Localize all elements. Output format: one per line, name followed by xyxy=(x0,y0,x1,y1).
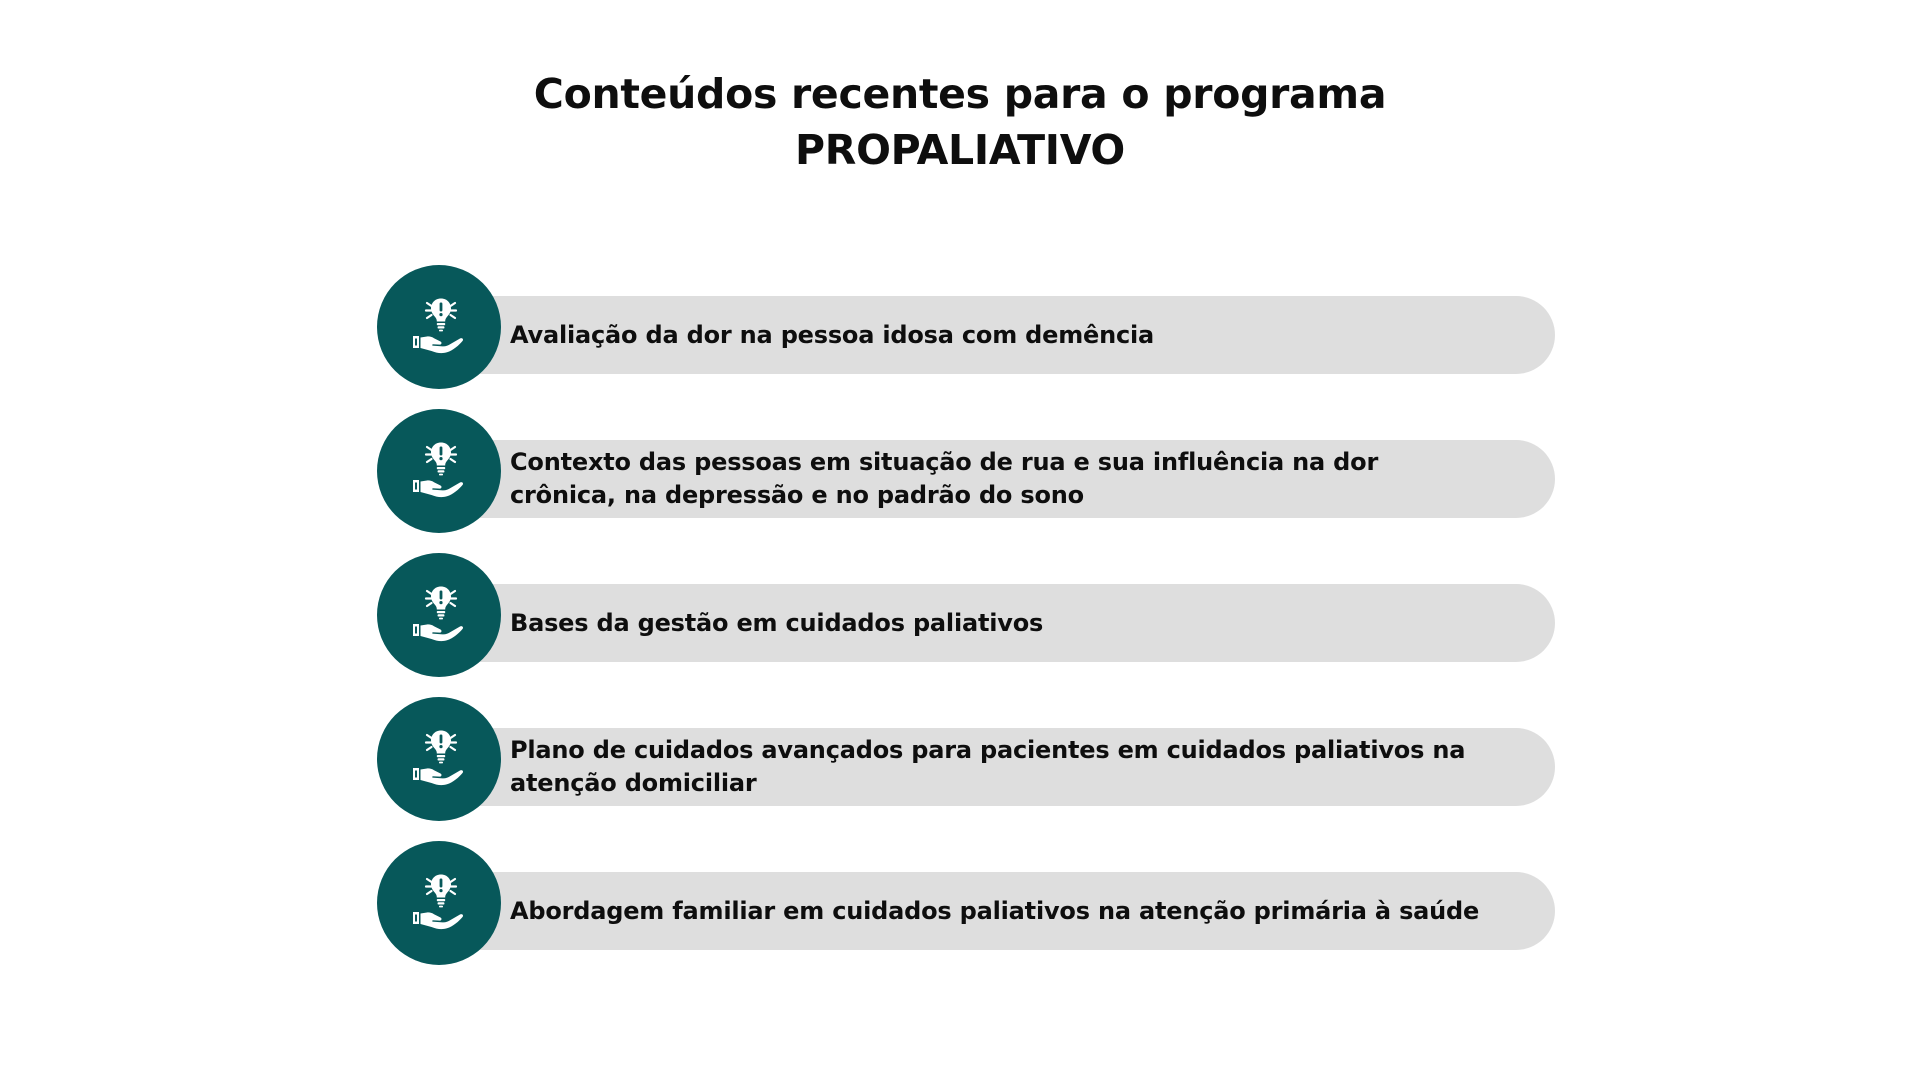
hand-lightbulb-icon xyxy=(407,871,471,935)
content-item-label xyxy=(510,296,1485,374)
content-item-label xyxy=(510,872,1485,950)
content-item-badge xyxy=(377,553,501,677)
page-title xyxy=(0,66,1920,178)
content-item-label-text: Bases da gestão em cuidados paliativos xyxy=(510,608,1044,637)
content-item-label xyxy=(510,440,1485,518)
hand-lightbulb-icon xyxy=(407,295,471,359)
content-item-badge xyxy=(377,265,501,389)
content-item-5[interactable] xyxy=(377,841,1555,965)
content-item-label-text: Avaliação da dor na pessoa idosa com demência xyxy=(510,320,1155,349)
content-item-label xyxy=(510,728,1485,806)
page-title-line-1: Conteúdos recentes para o programa xyxy=(533,70,1387,118)
page-title-line-2: PROPALIATIVO xyxy=(795,126,1125,174)
content-item-1[interactable] xyxy=(377,265,1555,389)
content-item-label-text: Plano de cuidados avançados para pacientes em cuidados paliativos na atenção domiciliar xyxy=(510,736,1466,797)
content-item-4[interactable] xyxy=(377,697,1555,821)
content-item-badge xyxy=(377,409,501,533)
content-item-2[interactable] xyxy=(377,409,1555,533)
content-item-3[interactable] xyxy=(377,553,1555,677)
content-item-label-text: Abordagem familiar em cuidados paliativos na atenção primária à saúde xyxy=(510,896,1480,925)
hand-lightbulb-icon xyxy=(407,727,471,791)
hand-lightbulb-icon xyxy=(407,439,471,503)
content-item-badge xyxy=(377,841,501,965)
content-item-label-text: Contexto das pessoas em situação de rua e sua influência na dor crônica, na depressão e no padrão do sono xyxy=(510,448,1379,509)
hand-lightbulb-icon xyxy=(407,583,471,647)
content-item-label xyxy=(510,584,1485,662)
content-item-badge xyxy=(377,697,501,821)
